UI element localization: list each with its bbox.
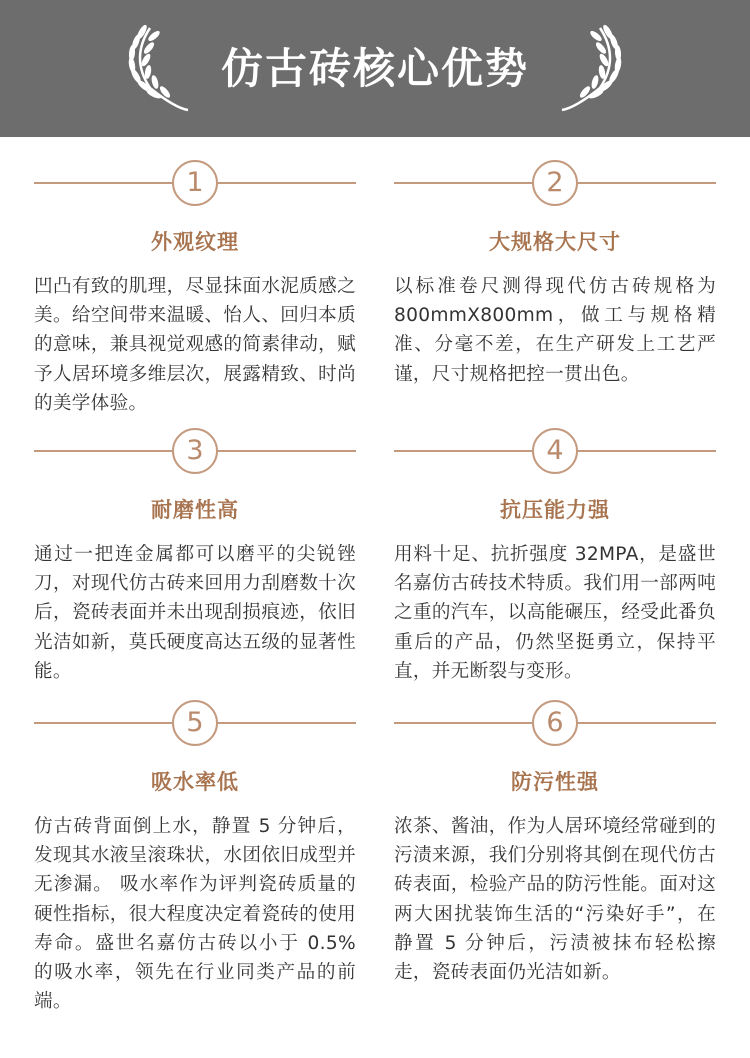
divider-line (218, 722, 356, 724)
feature-description: 浓茶、酱油，作为人居环境经常碰到的污渍来源，我们分别将其倒在现代仿古砖表面，检验产品的防污性能。面对这两大困扰装饰生活的“污染好手”，在静置 5 分钟后，污渍被抹布轻松擦走，瓷砖表面仍光洁如新。 (394, 816, 716, 984)
feature-number-row (394, 700, 716, 746)
feature-title: 外观纹理 (151, 230, 239, 254)
header-banner (0, 0, 750, 137)
divider-line (394, 450, 532, 452)
feature-block-6 (394, 700, 716, 987)
feature-number-badge: 2 (532, 160, 578, 206)
divider-line (578, 182, 716, 184)
feature-number-badge: 3 (172, 428, 218, 474)
laurel-right-icon (560, 18, 630, 118)
feature-number-row (394, 428, 716, 474)
feature-number-badge: 5 (172, 700, 218, 746)
feature-description: 凹凸有致的肌理，尽显抹面水泥质感之美。给空间带来温暖、怡人、回归本质的意味，兼具视觉观感的简素律动，赋予人居环境多维层次，展露精致、时尚的美学体验。 (34, 276, 356, 414)
feature-description: 通过一把连金属都可以磨平的尖锐锉刀，对现代仿古砖来回用力刮磨数十次后，瓷砖表面并未出现刮损痕迹，依旧光洁如新，莫氏硬度高达五级的显著性能。 (34, 544, 356, 682)
divider-line (394, 182, 532, 184)
divider-line (218, 450, 356, 452)
feature-block-2 (394, 160, 716, 389)
divider-line (34, 450, 172, 452)
feature-description: 以标准卷尺测得现代仿古砖规格为800mmX800mm，做工与规格精准、分毫不差，在生产研发上工艺严谨，尺寸规格把控一贯出色。 (394, 276, 716, 385)
feature-number-badge: 4 (532, 428, 578, 474)
feature-title: 抗压能力强 (500, 498, 610, 522)
feature-block-4 (394, 428, 716, 686)
feature-title: 防污性强 (511, 770, 599, 794)
feature-description: 仿古砖背面倒上水，静置 5 分钟后，发现其水液呈滚珠状，水团依旧成型并无渗漏。 吸水率作为评判瓷砖质量的硬性指标，很大程度决定着瓷砖的使用寿命。盛世名嘉仿古砖以小于 0.5% 的吸水率，领先在行业同类产品的前端。 (34, 816, 356, 1013)
feature-block-5 (34, 700, 356, 1016)
feature-block-3 (34, 428, 356, 686)
feature-number-row (34, 428, 356, 474)
feature-number-row (394, 160, 716, 206)
divider-line (578, 722, 716, 724)
feature-title: 大规格大尺寸 (489, 230, 621, 254)
divider-line (578, 450, 716, 452)
feature-number-row (34, 160, 356, 206)
feature-title: 吸水率低 (151, 770, 239, 794)
feature-title: 耐磨性高 (151, 498, 239, 522)
feature-number-badge: 6 (532, 700, 578, 746)
divider-line (34, 722, 172, 724)
divider-line (394, 722, 532, 724)
page-title: 仿古砖核心优势 (220, 44, 529, 93)
feature-description: 用料十足、抗折强度 32MPA，是盛世名嘉仿古砖技术特质。我们用一部两吨之重的汽车，以高能碾压，经受此番负重后的产品，仍然坚挺勇立，保持平直，并无断裂与变形。 (394, 544, 716, 682)
divider-line (218, 182, 356, 184)
feature-number-badge: 1 (172, 160, 218, 206)
feature-number-row (34, 700, 356, 746)
feature-block-1 (34, 160, 356, 418)
divider-line (34, 182, 172, 184)
